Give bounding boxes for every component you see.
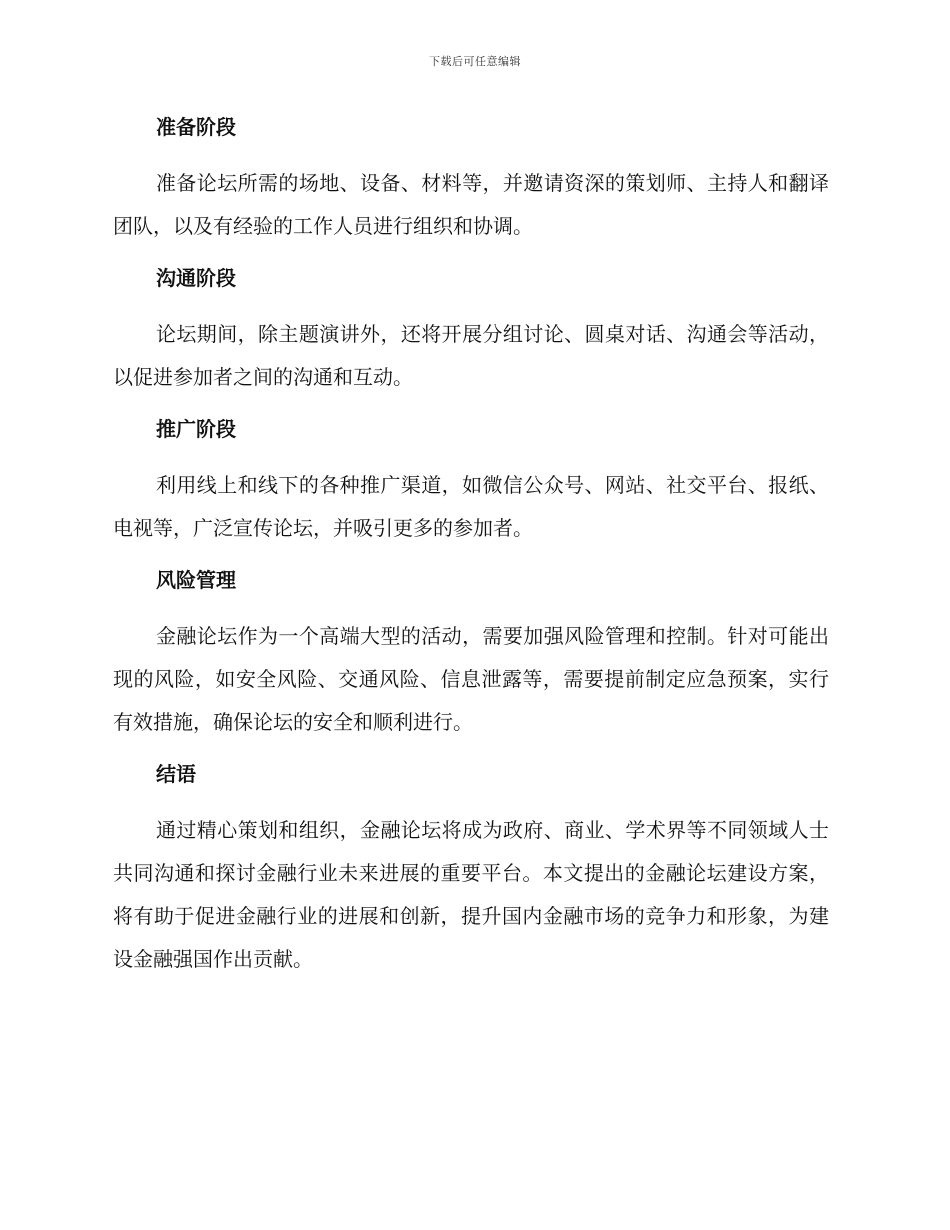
section-paragraph: 金融论坛作为一个高端大型的活动，需要加强风险管理和控制。针对可能出现的风险，如安全风险、交通风险、信息泄露等，需要提前制定应急预案，实行有效措施，确保论坛的安全和顺利进行。: [113, 624, 829, 734]
page-header: 下载后可任意编辑: [429, 55, 521, 68]
section-paragraph: 利用线上和线下的各种推广渠道，如微信公众号、网站、社交平台、报纸、电视等，广泛宣传论坛，并吸引更多的参加者。: [113, 473, 829, 540]
section-paragraph: 论坛期间，除主题演讲外，还将开展分组讨论、圆桌对话、沟通会等活动，以促进参加者之间的沟通和互动。: [113, 322, 829, 389]
section-conclusion: [113, 755, 829, 981]
section-promotion: [113, 410, 829, 550]
section-heading: 风险管理: [156, 568, 236, 592]
section-paragraph: 准备论坛所需的场地、设备、材料等，并邀请资深的策划师、主持人和翻译团队，以及有经验的工作人员进行组织和协调。: [113, 171, 829, 238]
document-content: [113, 108, 829, 992]
section-preparation: [113, 108, 829, 248]
section-communication: [113, 259, 829, 399]
section-heading: 沟通阶段: [156, 266, 236, 290]
section-risk-management: [113, 561, 829, 744]
section-paragraph: 通过精心策划和组织，金融论坛将成为政府、商业、学术界等不同领域人士共同沟通和探讨金融行业未来进展的重要平台。本文提出的金融论坛建设方案，将有助于促进金融行业的进展和创新，提升国内金融市场的竞争力和形象，为建设金融强国作出贡献。: [113, 818, 829, 971]
section-heading: 推广阶段: [156, 417, 236, 441]
section-heading: 准备阶段: [156, 115, 236, 139]
section-heading: 结语: [156, 762, 196, 786]
